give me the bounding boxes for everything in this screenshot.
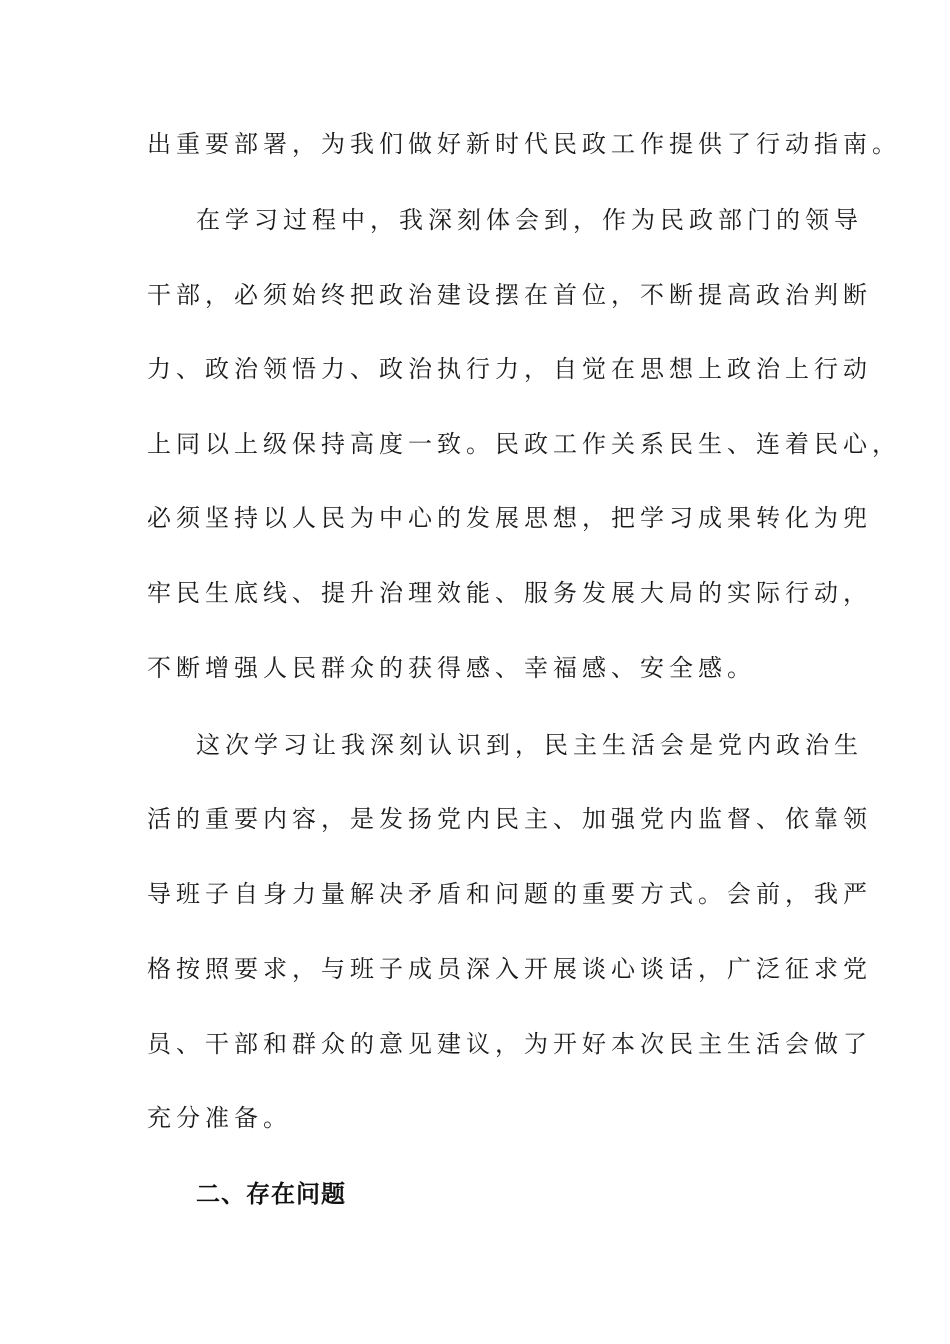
paragraph-line: 不断增强人民群众的获得感、幸福感、安全感。	[147, 654, 756, 682]
paragraph-line: 这次学习让我深刻认识到，民主生活会是党内政治生	[196, 731, 863, 759]
paragraph-line: 活的重要内容，是发扬党内民主、加强党内监督、依靠领	[147, 805, 872, 833]
paragraph-line: 充分准备。	[147, 1104, 292, 1132]
section-heading: 二、存在问题	[196, 1180, 346, 1208]
paragraph-line: 格按照要求，与班子成员深入开展谈心谈话，广泛征求党	[147, 955, 872, 983]
paragraph-line: 在学习过程中，我深刻体会到，作为民政部门的领导	[196, 206, 863, 234]
paragraph-line: 员、干部和群众的意见建议，为开好本次民主生活会做了	[147, 1030, 872, 1058]
paragraph-line: 导班子自身力量解决矛盾和问题的重要方式。会前，我严	[147, 880, 872, 908]
paragraph-line: 上同以上级保持高度一致。民政工作关系民生、连着民心，	[147, 430, 901, 458]
paragraph-line: 出重要部署，为我们做好新时代民政工作提供了行动指南。	[147, 130, 901, 158]
paragraph-line: 干部，必须始终把政治建设摆在首位，不断提高政治判断	[147, 281, 872, 309]
paragraph-line: 牢民生底线、提升治理效能、服务发展大局的实际行动，	[147, 579, 872, 607]
paragraph-line: 必须坚持以人民为中心的发展思想，把学习成果转化为兜	[147, 504, 872, 532]
paragraph-line: 力、政治领悟力、政治执行力，自觉在思想上政治上行动	[147, 355, 872, 383]
